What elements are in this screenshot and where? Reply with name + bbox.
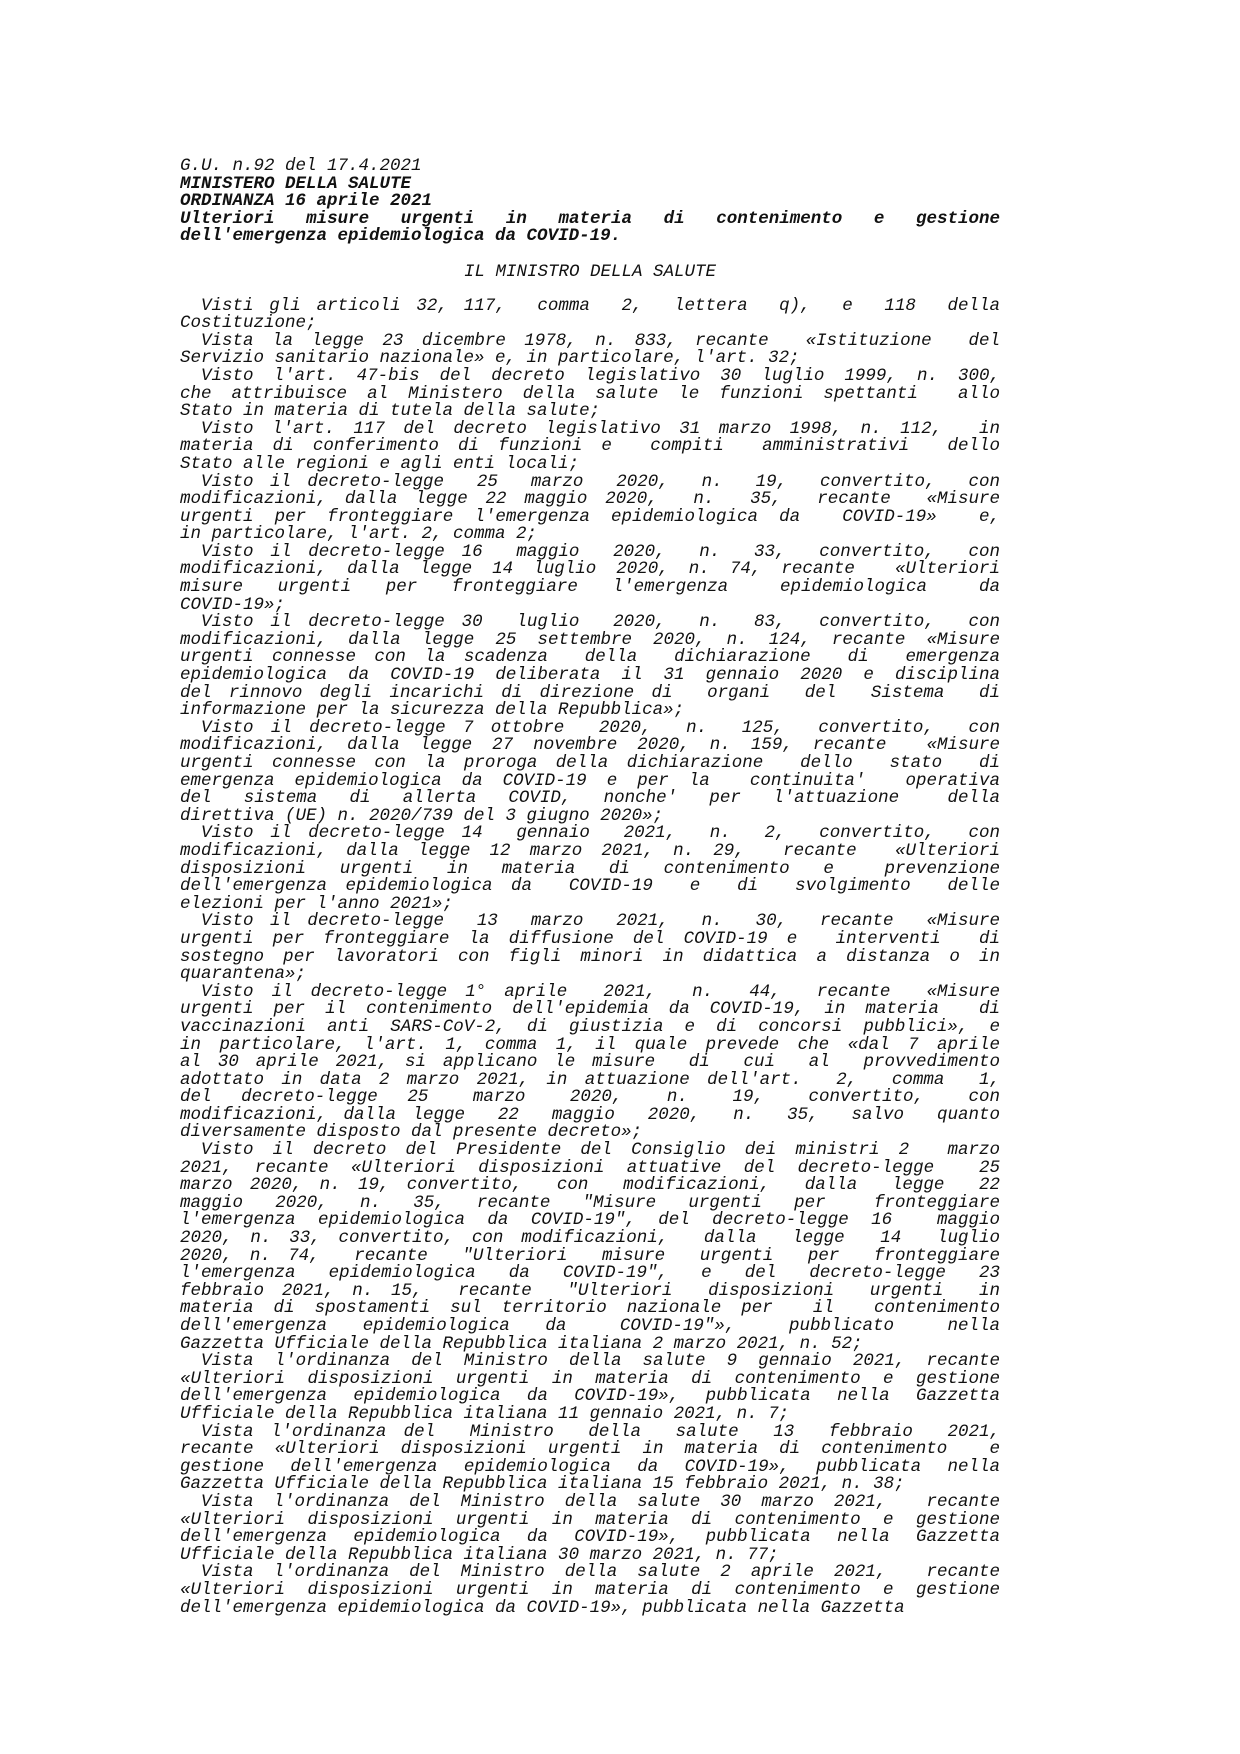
paragraph-line: Gazzetta Ufficiale della Repubblica italiana 15 febbraio 2021, n. 38; — [180, 1474, 905, 1495]
gazette-reference: G.U. n.92 del 17.4.2021 — [180, 156, 422, 176]
paragraph-line: al 30 aprile 2021, si applicano le misure di cui al provvedimento — [180, 1052, 1000, 1073]
ministry-name: MINISTERO DELLA SALUTE — [180, 173, 412, 194]
paragraph-line: Vista l'ordinanza del Ministro della salute 2 aprile 2021, recante — [201, 1562, 1000, 1583]
paragraph-line: misure urgenti per fronteggiare l'emergenza epidemiologica da — [180, 577, 1000, 598]
paragraph-line: Visto il decreto-legge 13 marzo 2021, n. 30, recante «Misure — [201, 911, 1000, 932]
paragraph — [180, 418, 1000, 474]
paragraph-line: urgenti per il contenimento dell'epidemia da COVID-19, in materia di — [180, 999, 1000, 1020]
paragraph-line: del rinnovo degli incarichi di direzione di organi del Sistema di — [180, 682, 1000, 703]
paragraph-line: febbraio 2021, n. 15, recante "Ulteriori disposizioni urgenti in — [180, 1280, 1000, 1301]
paragraph-line: Visti gli articoli 32, 117, comma 2, lettera q), e 118 della — [201, 295, 1000, 316]
paragraph-line: urgenti per fronteggiare la diffusione del COVID-19 e interventi di — [180, 928, 1000, 949]
paragraph-line: Stato alle regioni e agli enti locali; — [180, 453, 580, 474]
paragraph-line: dell'emergenza epidemiologica da COVID-19», pubblicata nella Gazzetta — [180, 1597, 905, 1618]
paragraph-line: modificazioni, dalla legge 27 novembre 2020, n. 159, recante «Misure — [180, 735, 1000, 756]
paragraph-line: urgenti connesse con la scadenza della dichiarazione di emergenza — [180, 647, 1000, 668]
paragraph-line: Ufficiale della Repubblica italiana 30 marzo 2021, n. 77; — [180, 1544, 779, 1565]
paragraph-line: gestione dell'emergenza epidemiologica da COVID-19», pubblicata nella — [180, 1456, 1000, 1477]
paragraph-line: Visto l'art. 117 del decreto legislativo 31 marzo 1998, n. 112, in — [201, 418, 1000, 439]
paragraph — [180, 717, 1000, 826]
paragraph-line: urgenti per fronteggiare l'emergenza epidemiologica da COVID-19» e, — [180, 506, 1000, 527]
paragraph-line: dell'emergenza epidemiologica da COVID-19"», pubblicato nella — [180, 1316, 1000, 1336]
paragraph — [180, 1491, 1000, 1565]
paragraph-line: «Ulteriori disposizioni urgenti in materia di contenimento e gestione — [180, 1509, 1000, 1530]
paragraph-line: dell'emergenza epidemiologica da COVID-19», pubblicata nella Gazzetta — [180, 1386, 1000, 1407]
paragraph-line: modificazioni, dalla legge 22 maggio 2020, n. 35, salvo quanto — [180, 1104, 1000, 1125]
ordinance-title-line-2: dell'emergenza epidemiologica da COVID-19. — [180, 226, 622, 247]
paragraph-line: dell'emergenza epidemiologica da COVID-19», pubblicata nella Gazzetta — [180, 1527, 1000, 1548]
paragraph — [180, 1564, 1000, 1617]
paragraph-line: vaccinazioni anti SARS-CoV-2, di giustizia e di concorsi pubblici», e — [180, 1016, 1000, 1037]
paragraph-line: in particolare, l'art. 2, comma 2; — [180, 524, 538, 545]
paragraph — [180, 1142, 1000, 1353]
paragraph-line: Stato in materia di tutela della salute; — [180, 401, 601, 422]
paragraph-line: Visto il decreto-legge 1° aprile 2021, n. 44, recante «Misure — [201, 981, 1000, 1002]
paragraph-line: elezioni per l'anno 2021»; — [180, 893, 454, 914]
paragraph-line: informazione per la sicurezza della Repubblica»; — [180, 700, 685, 721]
paragraph — [180, 541, 1000, 615]
paragraph-line: Visto il decreto-legge 16 maggio 2020, n. 33, convertito, con — [201, 541, 1000, 562]
paragraph-line: l'emergenza epidemiologica da COVID-19", e del decreto-legge 23 — [180, 1263, 1000, 1284]
paragraph-line: Vista l'ordinanza del Ministro della salute 9 gennaio 2021, recante — [201, 1351, 1000, 1372]
paragraph-line: marzo 2020, n. 19, convertito, con modificazioni, dalla legge 22 — [180, 1175, 1000, 1196]
paragraph — [180, 365, 1000, 422]
paragraph-line: Gazzetta Ufficiale della Repubblica italiana 2 marzo 2021, n. 52; — [180, 1333, 863, 1354]
paragraph-line: Vista l'ordinanza del Ministro della salute 30 marzo 2021, recante — [201, 1491, 1000, 1512]
paragraph-line: Costituzione; — [180, 313, 317, 334]
paragraph-line: urgenti connesse con la proroga della dichiarazione dello stato di — [180, 753, 1000, 773]
paragraph — [180, 330, 1000, 369]
paragraph-line: modificazioni, dalla legge 12 marzo 2021, n. 29, recante «Ulteriori — [180, 840, 1000, 861]
paragraph — [180, 471, 1000, 545]
paragraph-line: Visto l'art. 47-bis del decreto legislativo 30 luglio 1999, n. 300, — [201, 365, 1000, 386]
paragraph-line: diversamente disposto dal presente decreto»; — [180, 1122, 643, 1143]
paragraph-line: Vista l'ordinanza del Ministro della salute 13 febbraio 2021, — [201, 1421, 1000, 1442]
document-page — [180, 158, 1000, 1617]
paragraph-line: modificazioni, dalla legge 25 settembre 2020, n. 124, recante «Misure — [180, 629, 1000, 650]
paragraph-line: 2020, n. 74, recante "Ulteriori misure urgenti per fronteggiare — [180, 1245, 1000, 1266]
paragraph-line: del sistema di allerta COVID, nonche' per l'attuazione della — [180, 788, 1000, 809]
ordinance-title-line-1: Ulteriori misure urgenti in materia di contenimento e gestione — [180, 208, 1000, 229]
paragraph — [180, 614, 1000, 720]
document-header — [180, 158, 1000, 246]
paragraph-line: COVID-19»; — [180, 594, 286, 615]
document-body — [180, 295, 1000, 1618]
paragraph-line: Visto il decreto del Presidente del Consiglio dei ministri 2 marzo — [201, 1140, 1000, 1161]
paragraph-line: epidemiologica da COVID-19 deliberata il 31 gennaio 2020 e disciplina — [180, 665, 1000, 686]
paragraph-line: Visto il decreto-legge 14 gennaio 2021, n. 2, convertito, con — [201, 823, 1000, 844]
paragraph-line: «Ulteriori disposizioni urgenti in materia di contenimento e gestione — [180, 1368, 1000, 1389]
paragraph-line: Vista la legge 23 dicembre 1978, n. 833, recante «Istituzione del — [201, 330, 1000, 351]
paragraph-line: quarantena»; — [180, 964, 307, 985]
paragraph-line: disposizioni urgenti in materia di contenimento e prevenzione — [180, 858, 1000, 879]
paragraph-line: Ufficiale della Repubblica italiana 11 gennaio 2021, n. 7; — [180, 1403, 790, 1424]
paragraph-line: del decreto-legge 25 marzo 2020, n. 19, convertito, con — [180, 1087, 1000, 1108]
paragraph-line: 2020, n. 33, convertito, con modificazioni, dalla legge 14 luglio — [180, 1228, 1000, 1249]
paragraph-line: sostegno per lavoratori con figli minori in didattica a distanza o in — [180, 946, 1000, 967]
paragraph-line: emergenza epidemiologica da COVID-19 e per la continuita' operativa — [180, 770, 1000, 791]
paragraph-line: materia di conferimento di funzioni e compiti amministrativi dello — [180, 436, 1000, 457]
paragraph — [180, 295, 1000, 334]
paragraph — [180, 913, 1000, 983]
paragraph-line: «Ulteriori disposizioni urgenti in materia di contenimento e gestione — [180, 1579, 1000, 1600]
paragraph — [180, 1421, 1000, 1495]
paragraph-line: Servizio sanitario nazionale» e, in particolare, l'art. 32; — [180, 348, 800, 369]
paragraph — [180, 825, 1000, 913]
paragraph — [180, 1353, 1000, 1423]
paragraph-line: modificazioni, dalla legge 14 luglio 2020, n. 74, recante «Ulteriori — [180, 559, 1000, 580]
paragraph — [180, 981, 1000, 1143]
paragraph-line: direttiva (UE) n. 2020/739 del 3 giugno 2020»; — [180, 805, 664, 826]
paragraph-line: materia di spostamenti sul territorio nazionale per il contenimento — [180, 1298, 1000, 1319]
paragraph-line: in particolare, l'art. 1, comma 1, il quale prevede che «dal 7 aprile — [180, 1034, 1000, 1055]
paragraph-line: dell'emergenza epidemiologica da COVID-19 e di svolgimento delle — [180, 876, 1000, 897]
paragraph-line: maggio 2020, n. 35, recante "Misure urgenti per fronteggiare — [180, 1192, 1000, 1213]
section-heading: IL MINISTRO DELLA SALUTE — [463, 261, 717, 282]
ordinance-date: ORDINANZA 16 aprile 2021 — [180, 191, 433, 212]
paragraph-line: l'emergenza epidemiologica da COVID-19", del decreto-legge 16 maggio — [180, 1210, 1000, 1231]
paragraph-line: che attribuisce al Ministero della salute le funzioni spettanti allo — [180, 383, 1000, 404]
paragraph-line: recante «Ulteriori disposizioni urgenti in materia di contenimento e — [180, 1439, 1000, 1460]
paragraph-line: Visto il decreto-legge 7 ottobre 2020, n. 125, convertito, con — [201, 717, 1000, 738]
paragraph-line: Visto il decreto-legge 30 luglio 2020, n. 83, convertito, con — [201, 612, 1000, 633]
paragraph-line: modificazioni, dalla legge 22 maggio 2020, n. 35, recante «Misure — [180, 489, 1000, 510]
paragraph-line: adottato in data 2 marzo 2021, in attuazione dell'art. 2, comma 1, — [180, 1069, 1000, 1090]
paragraph-line: Visto il decreto-legge 25 marzo 2020, n. 19, convertito, con — [201, 471, 1000, 492]
paragraph-line: 2021, recante «Ulteriori disposizioni attuative del decreto-legge 25 — [180, 1157, 1000, 1178]
